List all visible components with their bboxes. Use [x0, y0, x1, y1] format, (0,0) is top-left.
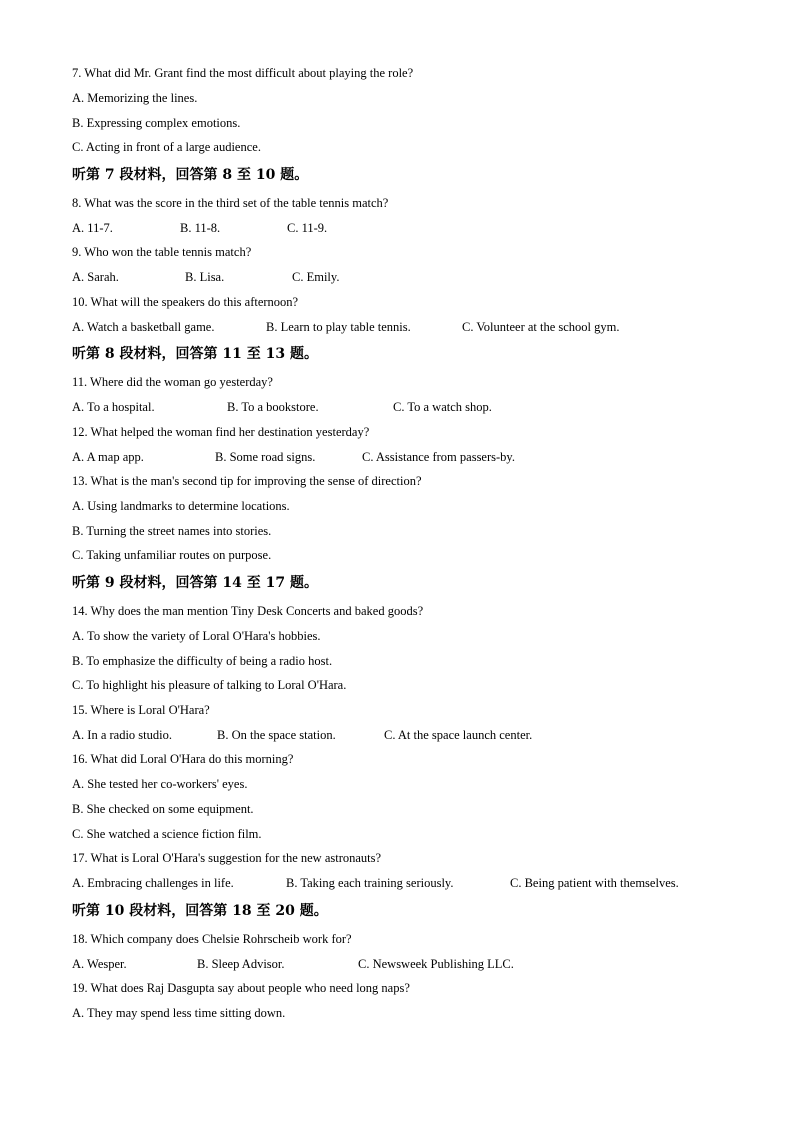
q12-question: 12. What helped the woman find her destination yesterday?: [72, 425, 370, 439]
q7-option-a: A. Memorizing the lines.: [72, 91, 198, 105]
q9-option-b: B. Lisa.: [185, 270, 225, 284]
section-heading-8: 听第 8 段材料，回答第 11 至 13 题。: [72, 346, 318, 362]
q10-option-a: A. Watch a basketball game.: [72, 320, 215, 334]
q13-question: 13. What is the man's second tip for improving the sense of direction?: [72, 474, 422, 488]
q14-option-b: B. To emphasize the difficulty of being a radio host.: [72, 654, 333, 668]
q18-question: 18. Which company does Chelsie Rohrscheib work for?: [72, 932, 352, 946]
q15-option-c: C. At the space launch center.: [384, 728, 533, 742]
q8-option-a: A. 11-7.: [72, 221, 113, 235]
q16-option-b: B. She checked on some equipment.: [72, 802, 254, 816]
q11-option-c: C. To a watch shop.: [393, 400, 492, 414]
q12-option-a: A. A map app.: [72, 450, 144, 464]
q8-option-b: B. 11-8.: [180, 221, 221, 235]
q13-option-b: B. Turning the street names into stories.: [72, 524, 272, 538]
q19-question: 19. What does Raj Dasgupta say about people who need long naps?: [72, 981, 410, 995]
q18-option-a: A. Wesper.: [72, 957, 127, 971]
q11-question: 11. Where did the woman go yesterday?: [72, 375, 273, 389]
q15-option-b: B. On the space station.: [217, 728, 336, 742]
q9-option-c: C. Emily.: [292, 270, 340, 284]
q13-option-a: A. Using landmarks to determine locations.: [72, 499, 290, 513]
q12-option-b: B. Some road signs.: [215, 450, 316, 464]
q17-option-a: A. Embracing challenges in life.: [72, 876, 234, 890]
q16-question: 16. What did Loral O'Hara do this morning?: [72, 752, 294, 766]
section-heading-10: 听第 10 段材料，回答第 18 至 20 题。: [72, 903, 328, 919]
q17-question: 17. What is Loral O'Hara's suggestion for the new astronauts?: [72, 851, 382, 865]
q11-option-a: A. To a hospital.: [72, 400, 155, 414]
q16-option-c: C. She watched a science fiction film.: [72, 827, 262, 841]
q15-option-a: A. In a radio studio.: [72, 728, 172, 742]
q17-option-c: C. Being patient with themselves.: [510, 876, 679, 890]
q14-option-c: C. To highlight his pleasure of talking to Loral O'Hara.: [72, 678, 347, 692]
q18-option-c: C. Newsweek Publishing LLC.: [358, 957, 514, 971]
section-heading-9: 听第 9 段材料，回答第 14 至 17 题。: [72, 575, 318, 591]
q11-option-b: B. To a bookstore.: [227, 400, 319, 414]
q17-option-b: B. Taking each training seriously.: [286, 876, 454, 890]
q8-question: 8. What was the score in the third set of the table tennis match?: [72, 196, 389, 210]
q8-option-c: C. 11-9.: [287, 221, 328, 235]
q10-option-c: C. Volunteer at the school gym.: [462, 320, 620, 334]
q9-option-a: A. Sarah.: [72, 270, 119, 284]
q12-option-c: C. Assistance from passers-by.: [362, 450, 515, 464]
q13-option-c: C. Taking unfamiliar routes on purpose.: [72, 548, 272, 562]
q15-question: 15. Where is Loral O'Hara?: [72, 703, 210, 717]
q18-option-b: B. Sleep Advisor.: [197, 957, 285, 971]
q9-question: 9. Who won the table tennis match?: [72, 245, 252, 259]
q10-question: 10. What will the speakers do this afternoon?: [72, 295, 299, 309]
q7-option-c: C. Acting in front of a large audience.: [72, 140, 261, 154]
q7-question: 7. What did Mr. Grant find the most difficult about playing the role?: [72, 66, 414, 80]
q10-option-b: B. Learn to play table tennis.: [266, 320, 411, 334]
q16-option-a: A. She tested her co-workers' eyes.: [72, 777, 248, 791]
q7-option-b: B. Expressing complex emotions.: [72, 116, 241, 130]
q19-option-a: A. They may spend less time sitting down.: [72, 1006, 286, 1020]
q14-question: 14. Why does the man mention Tiny Desk Concerts and baked goods?: [72, 604, 424, 618]
section-heading-7: 听第 7 段材料，回答第 8 至 10 题。: [72, 167, 309, 183]
q14-option-a: A. To show the variety of Loral O'Hara's hobbies.: [72, 629, 321, 643]
